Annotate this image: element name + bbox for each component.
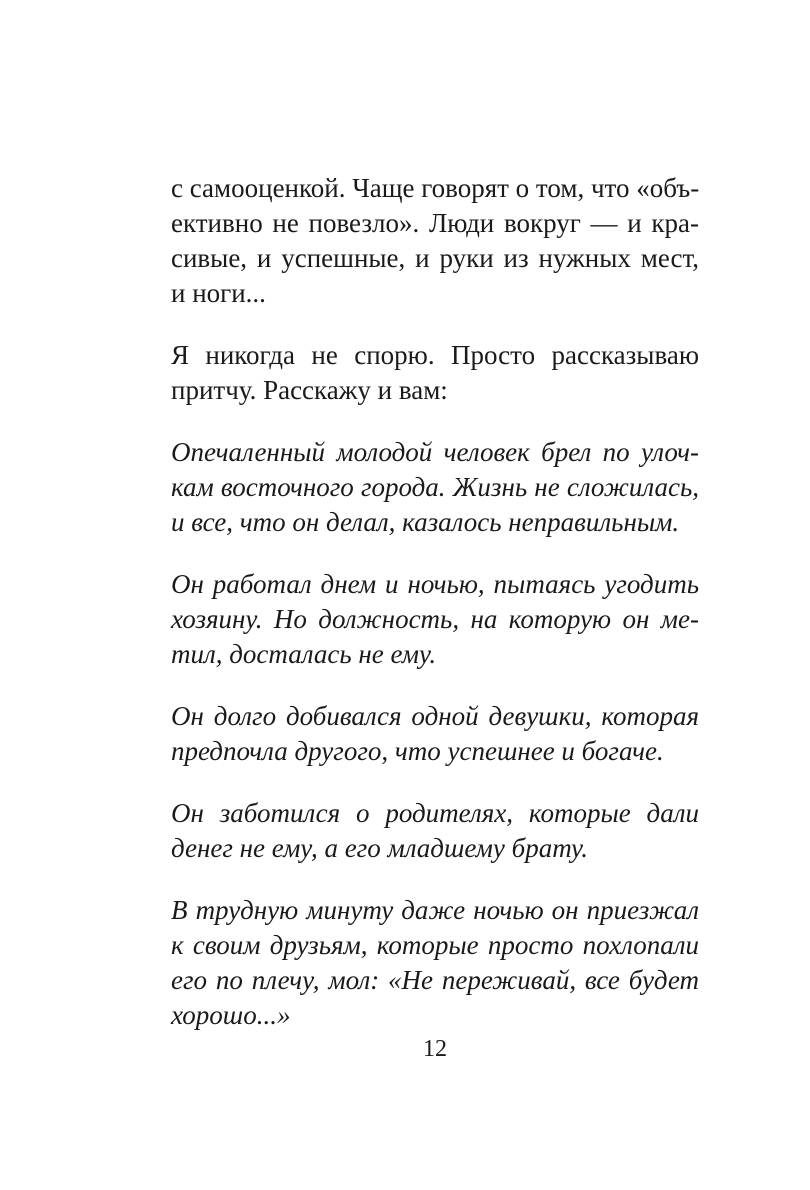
text-line: Я никогда не спорю. Просто рассказываю (171, 340, 699, 370)
text-line: тил, досталась не ему. (171, 639, 437, 669)
text-line: и ноги... (171, 278, 266, 308)
paragraph-parable-young-man (171, 435, 699, 540)
paragraph-parable-friends (171, 893, 699, 1033)
text-line: ективно не повезло». Люди вокруг — и кра- (171, 208, 699, 238)
text-line: и все, что он делал, казалось неправильным. (171, 507, 680, 537)
text-line: хорошо...» (171, 1000, 291, 1030)
text-line: его по плечу, мол: «Не переживай, все будет (171, 965, 699, 995)
text-line: кам восточного города. Жизнь не сложилась, (171, 472, 699, 502)
text-line: Он заботился о родителях, которые дали (171, 798, 699, 828)
text-line: с самооценкой. Чаще говорят о том, что «объ- (171, 173, 700, 203)
text-line: сивые, и успешные, и руки из нужных мест, (171, 243, 699, 273)
text-line: хозяину. Но должность, на которую он ме- (171, 604, 699, 634)
text-line: денег не ему, а его младшему брату. (171, 833, 589, 863)
paragraph-parable-girl (171, 699, 699, 769)
paragraph-parable-parents (171, 796, 699, 866)
paragraph-parable-work (171, 567, 699, 672)
paragraph-parable-intro (171, 338, 699, 408)
text-line: Опечаленный молодой человек брел по улоч- (171, 437, 699, 467)
text-line: притчу. Расскажу и вам: (171, 375, 448, 405)
text-line: Он работал днем и ночью, пытаясь угодить (171, 569, 699, 599)
page-body (171, 171, 699, 1033)
text-line: к своим друзьям, которые просто похлопали (171, 930, 699, 960)
text-line: В трудную минуту даже ночью он приезжал (171, 895, 699, 925)
page-number: 12 (423, 1036, 447, 1062)
text-line: предпочла другого, что успешнее и богаче. (171, 736, 664, 766)
paragraph-self-esteem (171, 171, 699, 311)
text-line: Он долго добивался одной девушки, которая (171, 701, 699, 731)
